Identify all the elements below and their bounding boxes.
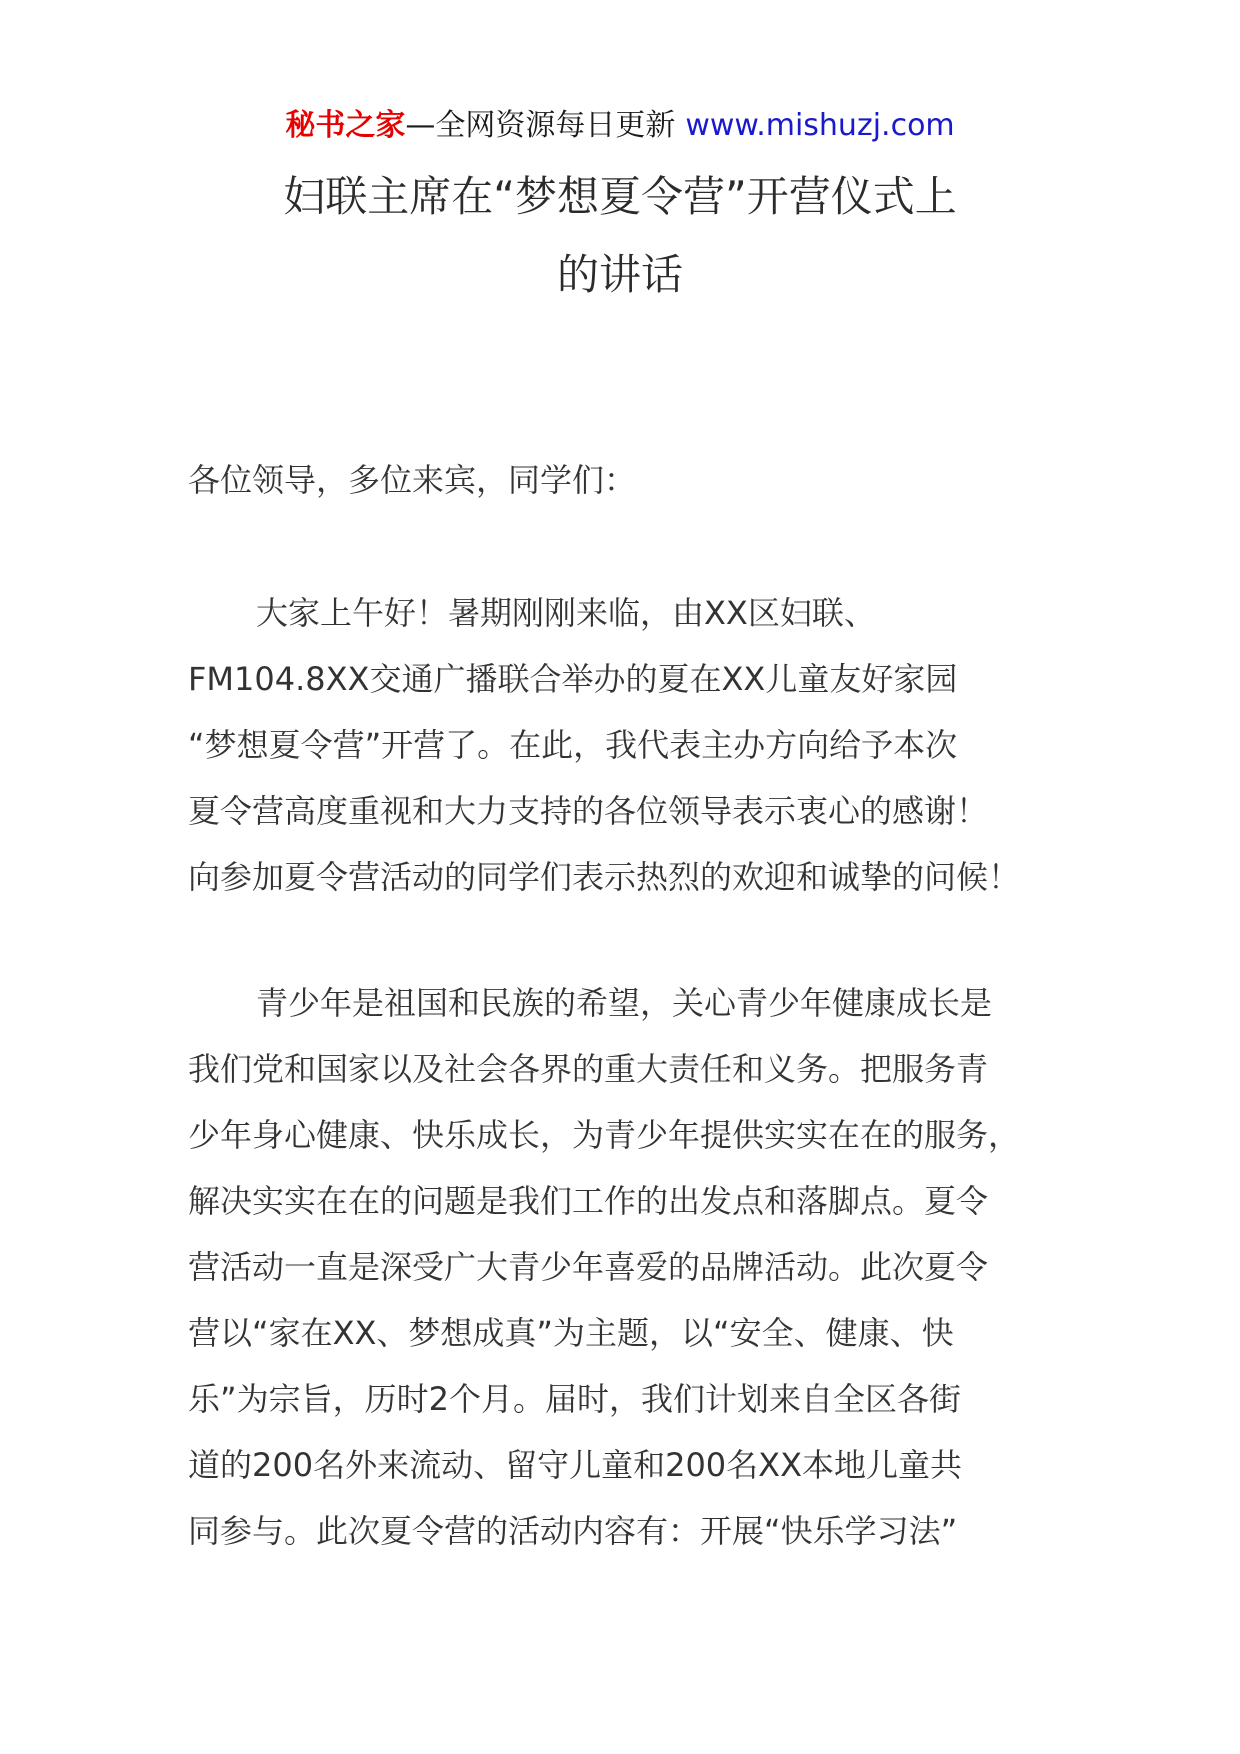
document-title bbox=[140, 158, 1100, 314]
paragraph-line: 乐”为宗旨，历时2个月。届时，我们计划来自全区各街 bbox=[188, 1380, 961, 1418]
body-paragraph bbox=[188, 970, 1068, 1564]
paragraph-line: 少年身心健康、快乐成长，为青少年提供实实在在的服务， bbox=[188, 1116, 1021, 1154]
body-paragraph bbox=[188, 580, 1068, 910]
site-url-link[interactable]: www.mishuzj.com bbox=[685, 108, 955, 143]
paragraph-line: 我们党和国家以及社会各界的重大责任和义务。把服务青 bbox=[188, 1050, 989, 1088]
paragraph-line: FM104.8XX交通广播联合举办的夏在XX儿童友好家园 bbox=[188, 660, 958, 698]
paragraph-line: 解决实实在在的问题是我们工作的出发点和落脚点。夏令 bbox=[188, 1182, 989, 1220]
paragraph-line: 夏令营高度重视和大力支持的各位领导表示衷心的感谢！ bbox=[188, 792, 989, 830]
paragraph-line: 同参与。此次夏令营的活动内容有：开展“快乐学习法” bbox=[188, 1512, 958, 1550]
paragraph-line: 营以“家在XX、梦想成真”为主题，以“安全、健康、快 bbox=[188, 1314, 954, 1352]
paragraph-line: 营活动一直是深受广大青少年喜爱的品牌活动。此次夏令 bbox=[188, 1248, 989, 1286]
paragraph-line: “梦想夏令营”开营了。在此，我代表主办方向给予本次 bbox=[188, 726, 958, 764]
site-header bbox=[0, 104, 1240, 148]
paragraph-line: 大家上午好！暑期刚刚来临，由XX区妇联、 bbox=[256, 594, 876, 632]
paragraph-line: 向参加夏令营活动的同学们表示热烈的欢迎和诚挚的问候！ bbox=[188, 858, 1021, 896]
title-line: 的讲话 bbox=[556, 250, 683, 299]
salutation: 各位领导，多位来宾，同学们： bbox=[188, 461, 637, 499]
title-line: 妇联主席在“梦想夏令营”开营仪式上 bbox=[283, 172, 957, 221]
paragraph-line: 青少年是祖国和民族的希望，关心青少年健康成长是 bbox=[256, 984, 993, 1022]
site-tagline: —全网资源每日更新 bbox=[405, 108, 676, 143]
paragraph-line: 道的200名外来流动、留守儿童和200名XX本地儿童共 bbox=[188, 1446, 963, 1484]
site-brand: 秘书之家 bbox=[285, 108, 406, 143]
